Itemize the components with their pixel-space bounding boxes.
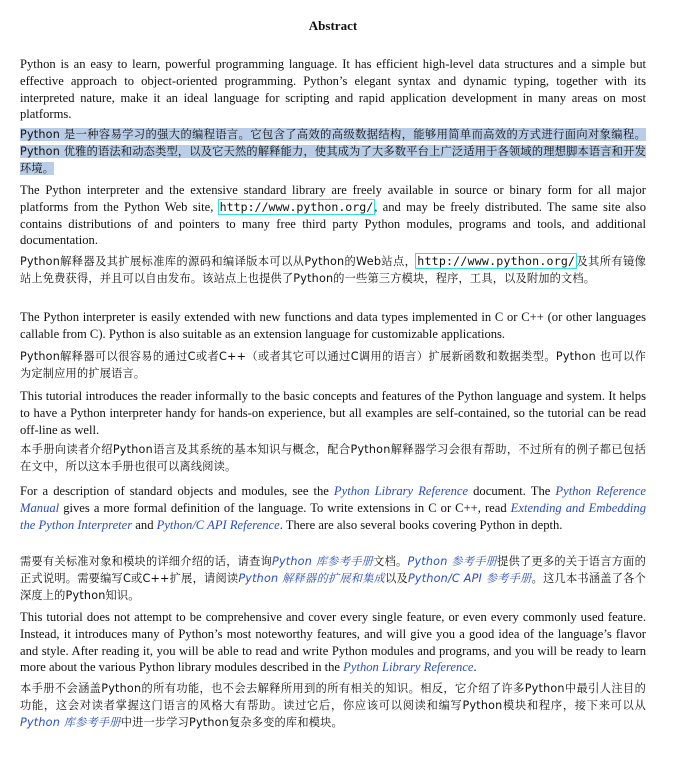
library-reference-link[interactable]: Python Library Reference — [333, 484, 469, 498]
text-segment: 需要有关标准对象和模块的详细介绍的话，请查询 — [20, 555, 273, 568]
paragraph-scope-zh — [20, 680, 646, 732]
paragraph-scope — [20, 609, 646, 676]
text-segment: The Python interpreter and the extensive standard library are freely available in source or binary form for all major platforms from the Python Web site, — [20, 183, 646, 214]
text-segment: This tutorial does not attempt to be comprehensive and cover every single feature, or even every commonly used feature. Instead, it introduces many of Python’s most noteworthy features, and will give you a good idea of the language’s flavor and style. After reading it, you will be able to read and write Python modules and programs, and you will be ready to learn more about the various Python library modules described in the — [20, 610, 646, 675]
extending-embedding-link-zh[interactable]: Python 解释器的扩展和集成 — [238, 572, 386, 586]
text-segment: For a description of standard objects and modules, see the — [20, 484, 334, 498]
text-segment: 及其所有镜像站上免费获得，并且可以自由发布。该站点上也提供了Python的一些第三方模块，程序，工具，以及附加的文档。 — [20, 255, 646, 286]
paragraph-extending: The Python interpreter is easily extended with new functions and data types implemented in C or C++ (or other languages callable from C). Python is also suitable as an extension language for customizable applications. — [20, 310, 646, 341]
c-api-reference-link-zh[interactable]: Python/C API 参考手册 — [407, 572, 532, 586]
paragraph-intro-zh — [20, 126, 646, 178]
text-segment: and — [132, 517, 157, 532]
text-segment: . There are also several books covering Python in depth. — [279, 517, 563, 532]
text-segment: gives a more formal definition of the language. To write extensions in C or C++, read — [59, 500, 511, 515]
text-segment: 文档。 — [373, 555, 408, 568]
paragraph-references-zh — [20, 553, 646, 605]
text-segment: . — [473, 660, 477, 675]
text-segment: 。这几本书涵盖了各个深度上的Python知识。 — [20, 572, 646, 603]
text-segment: 本手册不会涵盖Python的所有功能，也不会去解释所用到的所有相关的知识。相反，它介绍了许多Python中最引人注目的功能，这会对读者掌握这门语言的风格大有帮助。读过它后，你应该可以阅读和编写Python模块和程序，接下来可以从 — [20, 682, 646, 713]
text-segment: Python解释器及其扩展标准库的源码和编译版本可以从Python的Web站点， — [20, 255, 417, 268]
python-website-link-zh[interactable]: http://www.python.org/ — [417, 254, 576, 268]
paragraph-intro: Python is an easy to learn, powerful programming language. It has efficient high-level data structures and a simple but effective approach to object-oriented programming. Python’s elegant syntax and dynamic typing, together with its interpreted nature, make it an ideal language for scripting and rapid application development in many areas on most platforms. — [20, 57, 646, 122]
reference-manual-link[interactable]: Python Reference Manual — [20, 484, 647, 515]
reference-manual-link-zh[interactable]: Python 参考手册 — [407, 555, 498, 568]
paragraph-extending-zh: Python解释器可以很容易的通过C或者C++（或者其它可以通过C调用的语言）扩展新函数和数据类型。Python 也可以作为定制应用的扩展语言。 — [20, 350, 646, 381]
abstract-title: Abstract — [308, 18, 358, 33]
extending-embedding-link[interactable]: Extending and Embedding the Python Interpreter — [20, 500, 647, 532]
library-reference-link-2[interactable]: Python Library Reference — [343, 660, 474, 675]
text-segment: , and may be freely distributed. The same site also contains distributions of and pointers to many free third party Python modules, programs and tools, and additional documentation. — [20, 199, 646, 248]
c-api-reference-link[interactable]: Python/C API Reference — [156, 517, 280, 532]
text-segment: 以及 — [385, 572, 408, 586]
paragraph-tutorial: This tutorial introduces the reader informally to the basic concepts and features of the Python language and system. It helps to have a Python interpreter handy for hands-on experience, but all examples are self-contained, so the tutorial can be read off-line as well. — [20, 389, 646, 437]
paragraph-references — [20, 483, 646, 533]
text-segment: 提供了更多的关于语言方面的正式说明。需要编写C或C++扩展，请阅读 — [20, 555, 646, 586]
paragraph-availability — [20, 182, 646, 249]
paragraph-availability-zh — [20, 253, 646, 287]
library-reference-link-zh-2[interactable]: Python 库参考手册 — [20, 716, 121, 730]
text-segment: document. The — [468, 484, 556, 498]
text-segment: 中进一步学习Python复杂多变的库和模块。 — [120, 716, 343, 730]
selected-text-highlight[interactable]: Python 是一种容易学习的强大的编程语言。它包含了高效的高级数据结构，能够用简单而高效的方式进行面向对象编程。Python 优雅的语法和动态类型，以及它天然的解释能力，使其成为了大多数平台上广泛适用于各领域的理想脚本语言和开发环境。 — [20, 128, 646, 176]
document-page — [20, 0, 647, 730]
paragraph-tutorial-zh: 本手册向读者介绍Python语言及其系统的基本知识与概念，配合Python解释器学习会很有帮助，不过所有的例子都已包括在文中，所以这本手册也很可以离线阅读。 — [20, 443, 646, 474]
python-website-link[interactable]: http://www.python.org/ — [219, 199, 374, 214]
library-reference-link-zh[interactable]: Python 库参考手册 — [272, 555, 374, 568]
